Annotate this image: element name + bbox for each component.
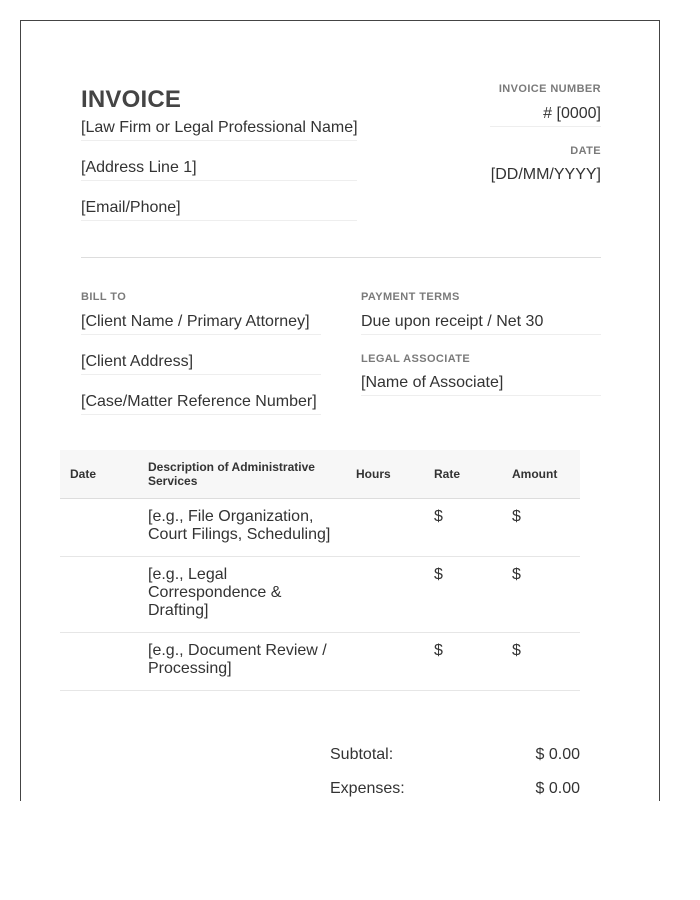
table-row [60,557,580,633]
bill-to-label: BILL TO [81,291,127,303]
subtotal-value: $ 0.00 [535,746,580,763]
row-description-cell[interactable]: [e.g., File Organization, Court Filings, Scheduling] [138,499,346,557]
payment-terms-field[interactable]: Due upon receipt / Net 30 [361,313,601,335]
column-header-description: Description of Administrative Services [138,450,346,499]
row-description-cell[interactable]: [e.g., Legal Correspondence & Drafting] [138,557,346,633]
row-hours-cell[interactable] [346,633,424,691]
client-name-field[interactable]: [Client Name / Primary Attorney] [81,313,321,335]
row-hours-cell[interactable] [346,499,424,557]
services-table [60,450,580,691]
column-header-hours: Hours [346,450,424,499]
row-rate-cell[interactable]: $ [424,499,502,557]
column-header-rate: Rate [424,450,502,499]
row-description-cell[interactable]: [e.g., Document Review / Processing] [138,633,346,691]
table-row [60,633,580,691]
invoice-title: INVOICE [81,86,182,113]
case-reference-field[interactable]: [Case/Matter Reference Number] [81,393,321,415]
row-amount-cell[interactable]: $ [502,633,580,691]
payment-terms-label: PAYMENT TERMS [361,291,460,303]
firm-name-field[interactable]: [Law Firm or Legal Professional Name] [81,119,357,141]
row-amount-cell[interactable]: $ [502,557,580,633]
column-header-date: Date [60,450,138,499]
date-field[interactable]: [DD/MM/YYYY] [490,166,601,183]
contact-field[interactable]: [Email/Phone] [81,199,357,221]
expenses-label: Expenses: [330,780,405,797]
invoice-number-field[interactable]: # [0000] [490,105,601,127]
row-rate-cell[interactable]: $ [424,557,502,633]
expenses-value: $ 0.00 [535,780,580,797]
date-label: DATE [570,145,601,157]
row-rate-cell[interactable]: $ [424,633,502,691]
row-amount-cell[interactable]: $ [502,499,580,557]
row-date-cell[interactable] [60,633,138,691]
client-address-field[interactable]: [Client Address] [81,353,321,375]
legal-associate-label: LEGAL ASSOCIATE [361,353,471,365]
subtotal-label: Subtotal: [330,746,394,763]
row-date-cell[interactable] [60,499,138,557]
column-header-amount: Amount [502,450,580,499]
invoice-number-label: INVOICE NUMBER [498,83,601,95]
row-date-cell[interactable] [60,557,138,633]
table-row [60,499,580,557]
row-hours-cell[interactable] [346,557,424,633]
section-divider [81,257,601,258]
table-header-row [60,450,580,499]
address-field[interactable]: [Address Line 1] [81,159,357,181]
legal-associate-field[interactable]: [Name of Associate] [361,374,601,396]
